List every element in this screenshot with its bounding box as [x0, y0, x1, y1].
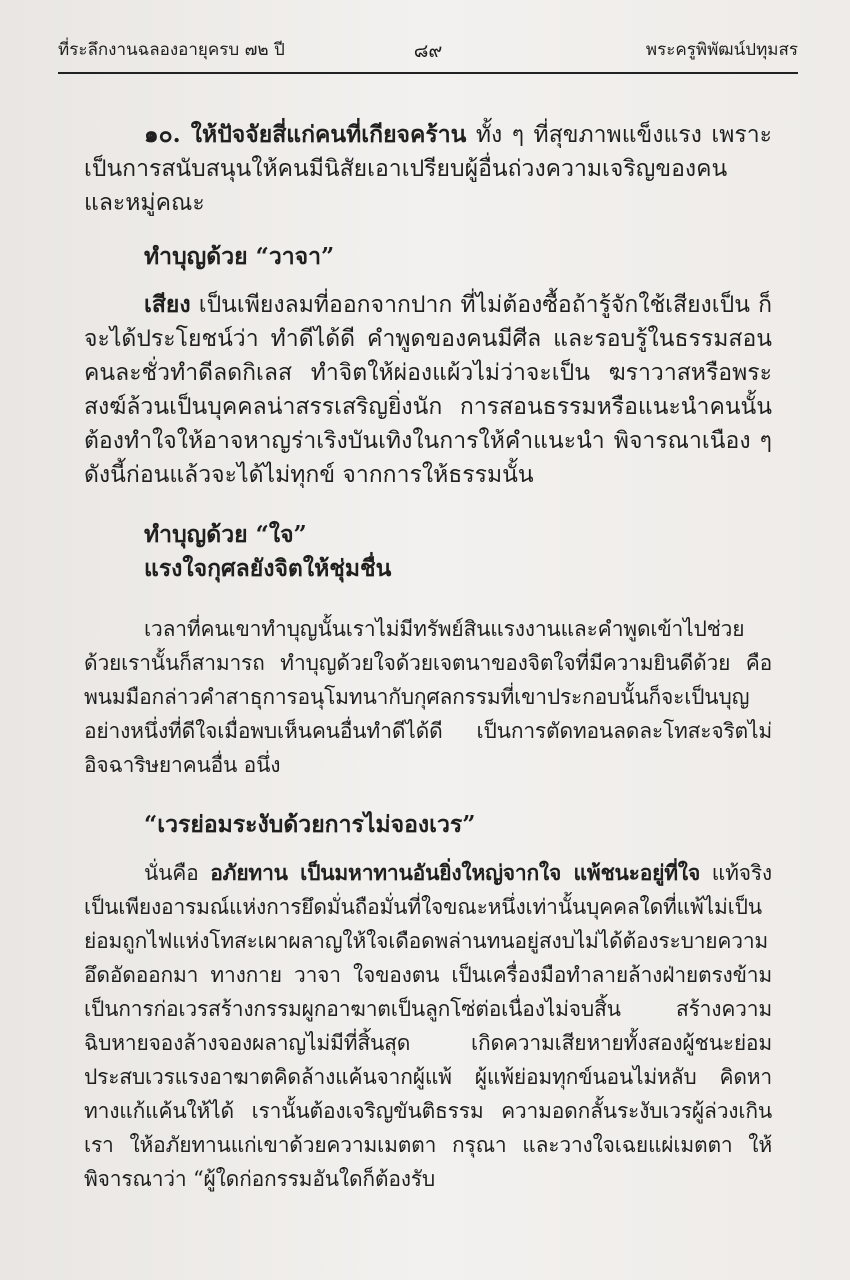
paragraph-item-10 — [84, 118, 772, 220]
header-book-title: ที่ระลึกงานฉลองอายุครบ ๗๒ ปี — [58, 40, 285, 60]
header-rule — [58, 72, 798, 74]
forgiveness-bold: อภัยทาน เป็นมหาทานอันยิ่งใหญ่จากใจ แพ้ชนะอยู่ที่ใจ — [210, 860, 701, 885]
running-header — [58, 28, 798, 68]
page-number: ๘๙ — [413, 40, 443, 62]
paragraph-speech — [84, 288, 772, 492]
page-body — [84, 118, 772, 1196]
heading-quote: “เวรย่อมระงับด้วยการไม่จองเวร” — [144, 811, 476, 838]
paragraph-forgiveness — [84, 856, 772, 1196]
item-10-heading: ๑๐. ให้ปัจจัยสี่แก่คนที่เกียจคร้าน — [144, 121, 467, 148]
paragraph-mind: เวลาที่คนเขาทำบุญนั้นเราไม่มีทรัพย์สินแรงงานและคำพูดเข้าไปช่วยด้วยเรานั้นก็สามารถ ทำบุญด้วยใจด้วยเจตนาของจิตใจที่มีความยินดีด้วย คือพนมมือกล่าวคำสาธุการอนุโมทนากับกุศลกรรมที่เขาประกอบนั้นก็จะเป็นบุญอย่างหนึ่งที่ดีใจเมื่อพบเห็นคนอื่นทำดีได้ดี เป็นการตัดทอนลดละโทสะจริตไม่อิจฉาริษยาคนอื่น อนึ่ง — [84, 617, 772, 777]
speech-text: เป็นเพียงลมที่ออกจากปาก ที่ไม่ต้องซื้อถ้ารู้จักใช้เสียงเป็น ก็จะได้ประโยชน์ว่า ทำดีได้ดี คำพูดของคนมีศีล และรอบรู้ในธรรมสอนคนละชั่วทำดีลดกิเลส ทำจิตให้ผ่องแผ้วไม่ว่าจะเป็น ฆราวาสหรือพระสงฆ์ล้วนเป็นบุคคลน่าสรรเสริญยิ่งนัก การสอนธรรมหรือแนะนำคนนั้นต้องทำใจให้อาจหาญร่าเริงบันเทิงในการให้คำแนะนำ พิจารณาเนือง ๆดังนี้ก่อนแล้วจะได้ไม่ทุกข์ จากการให้ธรรมนั้น — [84, 292, 772, 488]
speech-keyword: เสียง — [144, 291, 191, 318]
heading-mind: ทำบุญด้วย “ใจ” — [144, 521, 307, 548]
subheading-mind: แรงใจกุศลยังจิตให้ชุ่มชื่น — [144, 555, 392, 582]
forgiveness-text: แท้จริงเป็นเพียงอารมณ์แห่งการยึดมั่นถือมั่นที่ใจขณะหนึ่งเท่านั้นบุคคลใดที่แพ้ไม่เป็นย่อมถูกไฟแห่งโทสะเผาผลาญให้ใจเดือดพล่านทนอยู่สงบไม่ได้ต้องระบายความอึดอัดออกมา ทางกาย วาจา ใจของตน เป็นเครื่องมือทำลายล้างฝ่ายตรงข้าม เป็นการก่อเวรสร้างกรรมผูกอาฆาตเป็นลูกโซ่ต่อเนื่องไม่จบสิ้น สร้างความฉิบหายจองล้างจองผลาญไม่มีที่สิ้นสุด เกิดความเสียหายทั้งสองผู้ชนะย่อมประสบเวรแรงอาฆาตคิดล้างแค้นจากผู้แพ้ ผู้แพ้ย่อมทุกข์นอนไม่หลับ คิดหาทางแก้แค้นให้ได้ เรานั้นต้องเจริญขันติธรรม ความอดกลั้นระงับเวรผู้ล่วงเกินเรา ให้อภัยทานแก่เขาด้วยความเมตตา กรุณา และวางใจเฉยแผ่เมตตา ให้พิจารณาว่า “ผู้ใดก่อกรรมอันใดก็ต้องรับ — [84, 861, 772, 1191]
header-author: พระครูพิพัฒน์ปทุมสร — [645, 40, 798, 60]
forgiveness-lead: นั่นคือ — [144, 861, 211, 885]
heading-speech: ทำบุญด้วย “วาจา” — [144, 243, 335, 270]
item-10-text: ทั้ง ๆ ที่สุขภาพแข็งแรง เพราะเป็นการสนับสนุนให้คนมีนิสัยเอาเปรียบผู้อื่นถ่วงความเจริญของคน และหมู่คณะ — [84, 122, 772, 216]
